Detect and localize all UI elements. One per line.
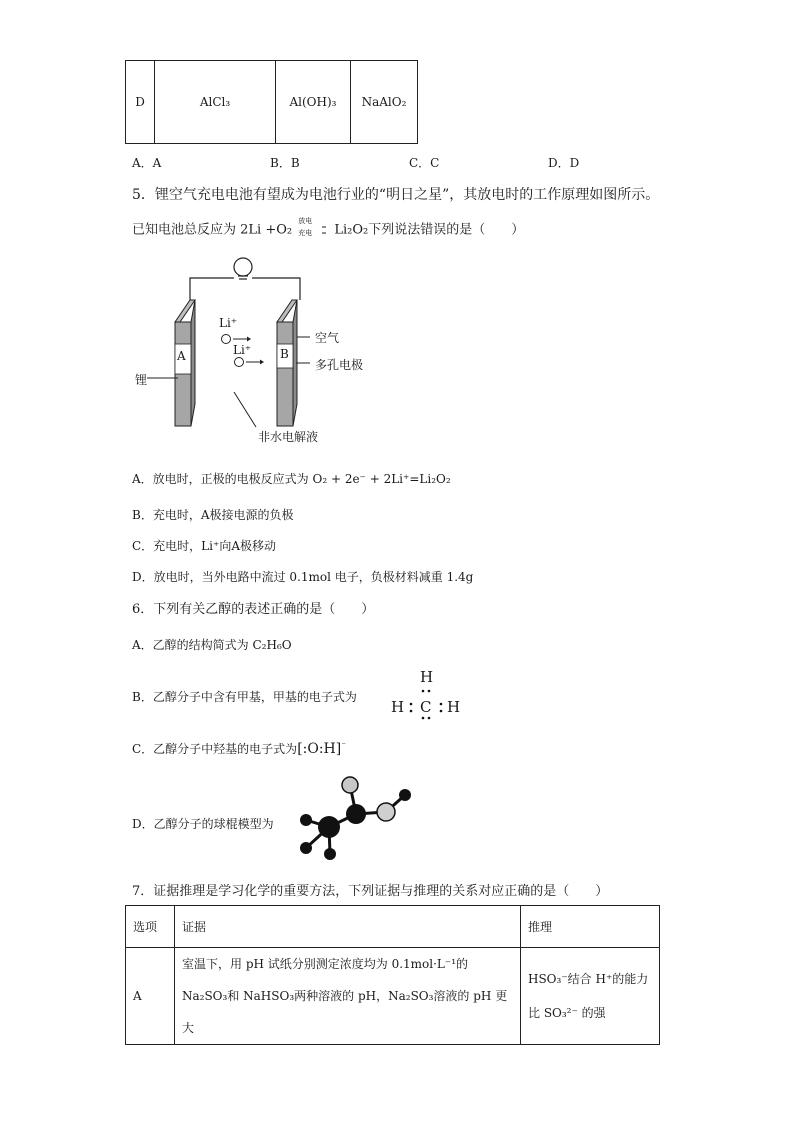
q6-option-d: D．乙醇分子的球棍模型为 xyxy=(132,817,274,831)
hydrogen-atom xyxy=(342,777,358,793)
q7-header-reasoning: 推理 xyxy=(521,906,660,948)
q5-option-b: B．充电时，A极接电源的负极 xyxy=(132,508,294,522)
q4-col2: Al(OH)₃ xyxy=(276,61,351,144)
arrow-label-charge: 充电 xyxy=(298,229,313,237)
electron-pairs-icon xyxy=(388,668,468,724)
electrolyte-label: 非水电解液 xyxy=(258,430,319,444)
q4-col1: AlCl₃ xyxy=(155,61,276,144)
q6-option-a: A．乙醇的结构简式为 C₂H₆O xyxy=(132,638,292,652)
q7-table xyxy=(125,905,660,1045)
q7-row-a-reasoning-line1: HSO₃⁻结合 H⁺的能力 xyxy=(528,972,649,986)
q5-reaction-right: Li₂O₂下列说法错误的是（ ） xyxy=(334,222,525,238)
oxygen-atom xyxy=(377,803,395,821)
carbon-atom xyxy=(346,804,366,824)
hydrogen-atom xyxy=(324,848,336,860)
porous-electrode-label: 多孔电极 xyxy=(315,358,364,372)
q5-option-d: D．放电时，当外电路中流过 0.1mol 电子，负极材料减重 1.4g xyxy=(132,570,474,584)
carbon-atom xyxy=(318,816,340,838)
hydroxyl-charge: ⁻ xyxy=(341,741,346,751)
q7-row-a-reasoning xyxy=(521,948,660,1045)
q7-row-a-evidence-line2: Na₂SO₃和 NaHSO₃两种溶液的 pH，Na₂SO₃溶液的 pH 更大 xyxy=(182,989,508,1035)
q7-row-a-label: A xyxy=(126,948,175,1045)
hydrogen-atom xyxy=(399,789,411,801)
methyl-electron-formula xyxy=(388,668,468,724)
hydroxyl-formula: [:O:H] xyxy=(297,741,342,757)
q4-option-c: C．C xyxy=(409,156,440,170)
methyl-h-right: H xyxy=(447,698,461,716)
q5-reaction-left: 已知电池总反应为 2Li +O₂ xyxy=(132,222,293,238)
q7-row-a-evidence xyxy=(175,948,521,1045)
arrow-label-discharge: 放电 xyxy=(298,217,313,225)
q7-header-option: 选项 xyxy=(126,906,175,948)
methyl-h-top: H xyxy=(420,668,434,686)
q5-stem-line2 xyxy=(132,218,524,242)
bulb-icon xyxy=(234,258,252,276)
q4-option-a: A．A xyxy=(132,156,162,170)
q7-header-evidence: 证据 xyxy=(175,906,521,948)
q5-option-a: A．放电时，正极的电极反应式为 O₂ + 2e⁻ + 2Li⁺=Li₂O₂ xyxy=(132,472,451,486)
q6-option-c xyxy=(132,740,346,757)
li-ion-label-1: Li⁺ xyxy=(219,316,238,330)
table-row xyxy=(126,948,660,1045)
lithium-label: 锂 xyxy=(135,373,148,387)
q4-row-label: D xyxy=(126,61,155,144)
equilibrium-arrows-icon xyxy=(296,218,330,242)
q5-option-c: C．充电时，Li⁺向A极移动 xyxy=(132,539,276,553)
q7-stem: 7．证据推理是学习化学的重要方法，下列证据与推理的关系对应正确的是（ ） xyxy=(132,884,609,899)
li-ion-label-2: Li⁺ xyxy=(233,343,252,357)
ethanol-ball-stick-model xyxy=(290,772,420,864)
q7-row-a-evidence-line1: 室温下，用 pH 试纸分别测定浓度均为 0.1mol·L⁻¹的 xyxy=(182,957,469,971)
q4-col3: NaAlO₂ xyxy=(351,61,418,144)
air-label: 空气 xyxy=(315,331,340,345)
q4-option-b: B．B xyxy=(270,156,300,170)
reversible-arrow xyxy=(296,218,330,242)
q6-option-b: B．乙醇分子中含有甲基，甲基的电子式为 xyxy=(132,690,357,704)
electrode-b-label: B xyxy=(280,347,289,361)
hydrogen-atom xyxy=(300,842,312,854)
methyl-c: C xyxy=(420,698,432,716)
methyl-h-left: H xyxy=(391,698,405,716)
table-row xyxy=(126,906,660,948)
q4-option-d: D．D xyxy=(548,156,580,170)
hydrogen-atom xyxy=(300,814,312,826)
q4-table xyxy=(125,60,418,144)
q6-option-c-text: C．乙醇分子中羟基的电子式为 xyxy=(132,742,298,756)
q5-stem-line1: 5．锂空气充电电池有望成为电池行业的“明日之星”，其放电时的工作原理如图所示。 xyxy=(132,187,660,203)
q6-stem: 6．下列有关乙醇的表述正确的是（ ） xyxy=(132,602,375,617)
q7-row-a-reasoning-line2: 比 SO₃²⁻ 的强 xyxy=(528,1006,606,1020)
electrode-a-label: A xyxy=(177,349,186,363)
